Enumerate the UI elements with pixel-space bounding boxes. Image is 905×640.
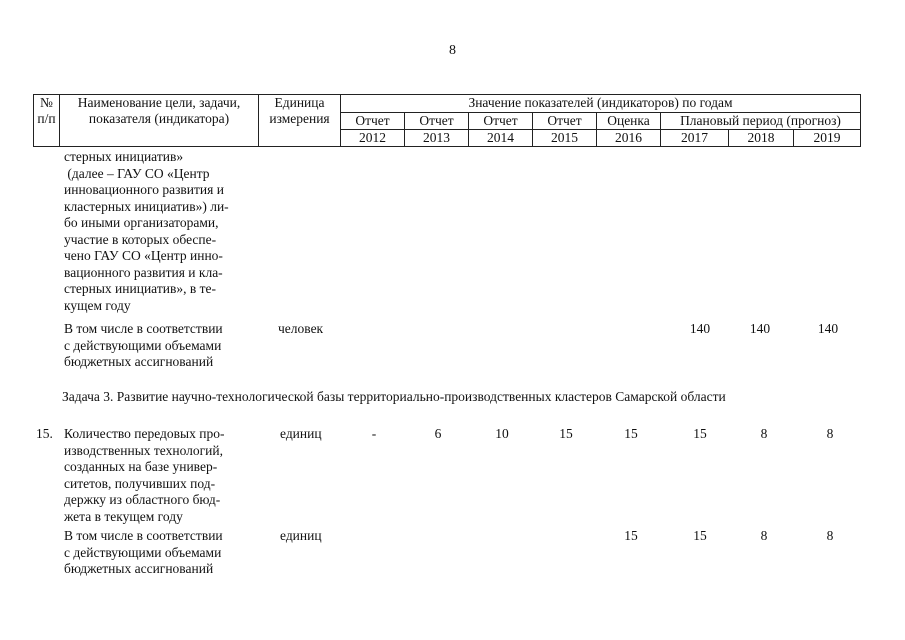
sub-row-1-name: В том числе в соответствии с действующими объемами бюджетных ассигнований [64, 321, 223, 369]
row-15-name: Количество передовых про- изводственных технологий, созданных на базе универ- ситетов, получивших под- держку из областного бюд- жета в текущем году [64, 426, 225, 524]
header-name: Наименование цели, задачи, показателя (индикатора) [60, 95, 259, 147]
header-year: 2016 [597, 130, 661, 147]
sub-row-2-unit: единиц [280, 528, 322, 543]
row-15-value-2014: 10 [495, 426, 509, 441]
row-15-value-2019: 8 [826, 426, 834, 441]
sub-row-1-value-2018: 140 [749, 321, 771, 336]
header-report-2013: Отчет [405, 113, 469, 130]
row-15-value-2012: - [371, 426, 377, 441]
header-values-title: Значение показателей (индикаторов) по годам [341, 95, 861, 113]
sub-row-2-value-2019: 8 [826, 528, 834, 543]
row-15-value-2016: 15 [624, 426, 638, 441]
row-15-value-2017: 15 [693, 426, 707, 441]
sub-row-2-name: В том числе в соответствии с действующими объемами бюджетных ассигнований [64, 528, 223, 576]
header-year: 2012 [341, 130, 405, 147]
header-year: 2015 [533, 130, 597, 147]
sub-row-1-unit: человек [278, 321, 324, 336]
table-header [33, 94, 861, 147]
row-15-num: 15. [36, 426, 53, 441]
header-year: 2017 [661, 130, 729, 147]
header-year: 2018 [729, 130, 794, 147]
sub-row-2-value-2017: 15 [693, 528, 707, 543]
header-report-2015: Отчет [533, 113, 597, 130]
sub-row-2-value-2018: 8 [760, 528, 768, 543]
header-estimate-2016: Оценка [597, 113, 661, 130]
page-number: 8 [449, 43, 456, 58]
row-15-value-2018: 8 [760, 426, 768, 441]
row-15-value-2015: 15 [559, 426, 573, 441]
sub-row-1-value-2019: 140 [817, 321, 839, 336]
header-year: 2014 [469, 130, 533, 147]
header-planned: Плановый период (прогноз) [661, 113, 861, 130]
row-15-unit: единиц [280, 426, 322, 441]
header-year: 2013 [405, 130, 469, 147]
sub-row-2-value-2016: 15 [624, 528, 638, 543]
header-report-2012: Отчет [341, 113, 405, 130]
task-3-heading: Задача 3. Развитие научно-технологической базы территориально-производственных кластеров Самарской области [62, 389, 726, 404]
header-report-2014: Отчет [469, 113, 533, 130]
header-num: № п/п [34, 95, 60, 147]
sub-row-1-value-2017: 140 [689, 321, 711, 336]
continued-row-name: стерных инициатив» (далее – ГАУ СО «Центр инновационного развития и кластерных инициатив») ли- бо иными организаторами, участие в которых обеспе- чено ГАУ СО «Центр инно- вационного развития и кла- стерных инициатив», в те- кущем году [64, 149, 229, 313]
header-unit: Единица измерения [259, 95, 341, 147]
row-15-value-2013: 6 [434, 426, 442, 441]
header-year: 2019 [794, 130, 861, 147]
